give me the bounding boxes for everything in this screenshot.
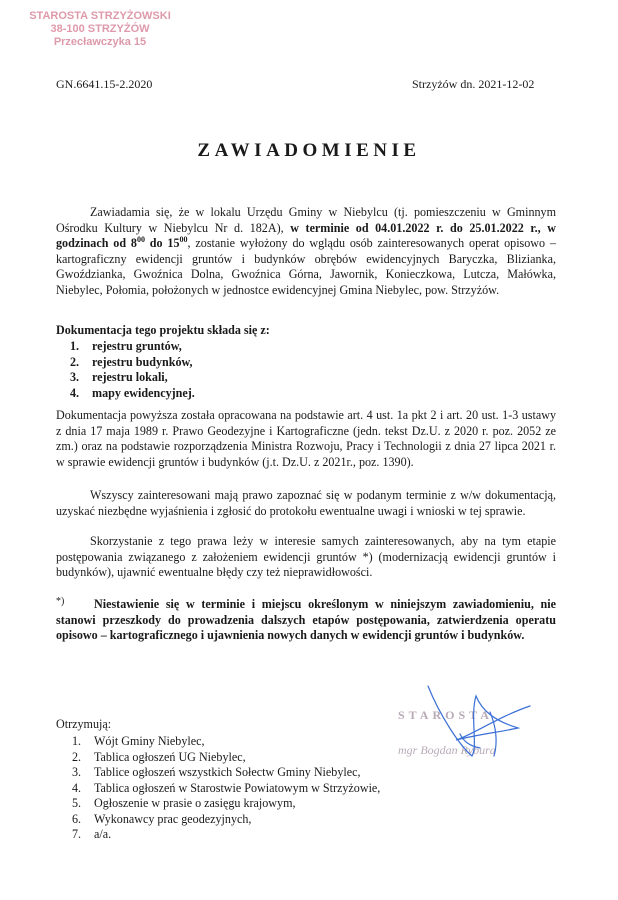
list-number: 6. [72,811,82,826]
list-text: mapy ewidencyjnej. [92,385,195,400]
hour-start-sup: 00 [136,234,145,244]
list-item [72,750,380,766]
list-text: Tablice ogłoszeń wszystkich Sołectw Gminy Niebylec, [94,765,361,779]
list-number: 2. [70,354,80,369]
documentation-heading: Dokumentacja tego projektu składa się z: [56,323,270,337]
signature-stamp-title: STAROSTA [398,708,493,722]
paragraph-legal-basis: Dokumentacja powyższa została opracowana na podstawie art. 4 ust. 1a pkt 2 i art. 20 ust. 1-3 ustawy z dnia 17 maja 1989 r. Prawo Geodezyjne i Kartograficzne (jedn. tekst Dz.U. z 2020 r. poz. 2052 ze zm.) oraz na podstawie rozporządzenia Ministra Rozwoju, Pracy i Technologii z dnia 27 lipca 2021 r. w sprawie ewidencji gruntów i budynków (j.t. Dz.U. z 2021r., poz. 1390). [56,408,556,469]
handwritten-signature-icon [400,676,540,776]
stamp-line-1: STAROSTA STRZYŻOWSKI [29,10,171,22]
paragraph-rights: Wszyscy zainteresowani mają prawo zapoznać się w podanym terminie z w/w dokumentacją, uzyskać niezbędne wyjaśnienia i zgłosić do protokołu ewentualne uwagi i wnioski w tej sprawie. [56,488,556,518]
documentation-list [70,339,195,401]
page-title: ZAWIADOMIENIE [197,140,421,161]
list-number: 5. [72,796,82,810]
signature-stamp-name: mgr Bogdan Rybura [398,743,496,757]
stamp-line-2: 38-100 STRZYŻÓW [50,23,150,35]
signature-stroke [428,686,530,756]
footnote-text: Niestawienie się w terminie i miejscu określonym w niniejszym zawiadomieniu, nie stanowi przeszkody do prowadzenia dalszych etapów postępowania, zatwierdzenia operatu opisowo – kartograficznego i ujawnienia nowych danych w ewidencji gruntów i budynków. [56,597,556,642]
list-item [70,355,195,371]
hour-end-sup: 00 [179,234,188,244]
list-text: rejestru lokali, [92,370,168,384]
announcement-text-a: Zawiadamia się, że w lokalu Urzędu Gminy w Niebylcu (tj. pomieszczeniu w Gminnym Ośrodku Kultury w Niebylcu Nr d. 182A), [56,205,556,235]
list-text: Wójt Gminy Niebylec, [94,734,205,748]
list-number: 7. [72,827,82,841]
paragraph-interest: Skorzystanie z tego prawa leży w interesie samych zainteresowanych, aby na tym etapie postępowania związanego z założeniem ewidencji gruntów *) (modernizacją ewidencji gruntów i budynków), ujawnić ewentualne błędy czy też nieprawidłowości. [56,534,556,579]
list-text: Tablica ogłoszeń w Starostwie Powiatowym w Strzyżowie, [94,780,381,795]
announcement-term: w terminie od 04.01.2022 r. do 25.01.2022 r., w godzinach od 8 [56,220,557,250]
list-item [72,812,380,828]
list-text: rejestru gruntów, [92,339,182,353]
list-number: 2. [72,749,82,764]
recipients-heading: Otrzymują: [56,717,112,731]
footnote-mark: *) [56,596,65,607]
list-item [72,734,380,750]
list-item [72,781,380,797]
list-number: 3. [72,765,82,779]
list-text: Tablica ogłoszeń UG Niebylec, [94,749,246,764]
stamp-line-3: Przecławczyka 15 [53,36,147,48]
list-number: 1. [72,734,82,748]
announcement-term-to: do 15 [144,236,180,250]
list-number: 3. [70,370,80,384]
paragraph-announcement [56,205,556,298]
list-item [70,370,195,386]
list-item [72,796,380,812]
list-item [70,339,195,355]
office-stamp [20,10,180,49]
list-item [72,765,380,781]
list-text: a/a. [94,827,112,841]
announcement-text-d: , zostanie wyłożony do wglądu osób zainteresowanych operat opisowo – kartograficzny ewidencji gruntów i budynków obrębów ewidencyjnych Baryczka, Blizianka, Gwoździanka, Gwoźnica Dolna, Gwoźnica Górna, Jawornik, Konieczkowa, Lutcza, Małówka, Niebylec, Połomia, położonych w jednostce ewidencyjnej Gmina Niebylec, pow. Strzyżów. [56,236,556,297]
list-number: 4. [72,780,82,795]
case-reference: GN.6641.15-2.2020 [56,77,153,91]
list-item [70,386,195,402]
list-text: Ogłoszenie w prasie o zasięgu krajowym, [94,796,296,810]
recipients-list [72,734,380,843]
list-item [72,827,380,843]
list-text: Wykonawcy prac geodezyjnych, [94,811,252,826]
list-number: 1. [70,339,80,353]
list-text: rejestru budynków, [92,354,193,369]
list-number: 4. [70,385,80,400]
document-date: Strzyżów dn. 2021-12-02 [412,77,535,91]
